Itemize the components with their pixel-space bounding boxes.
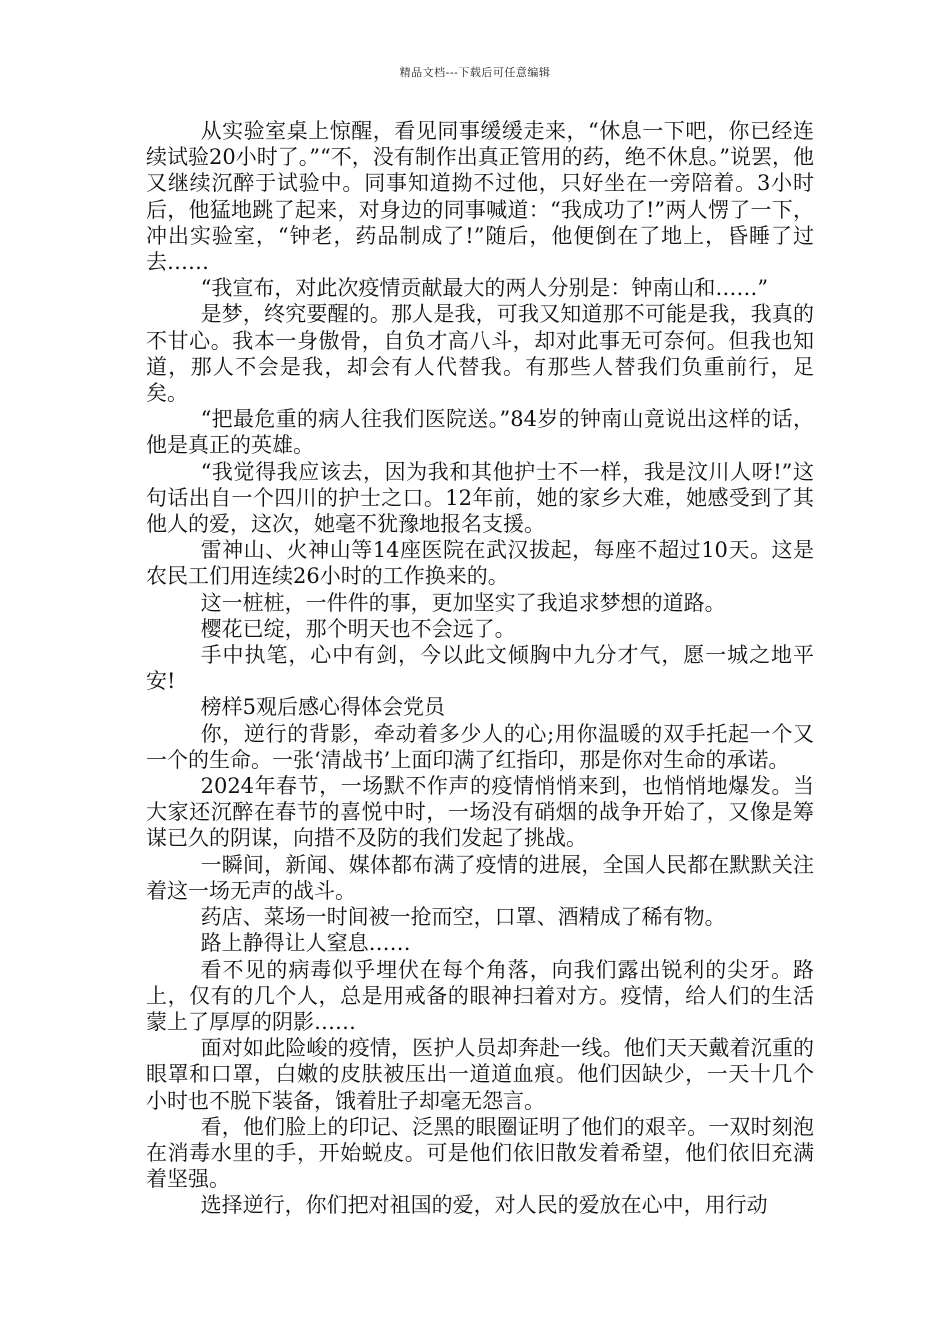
paragraph: 这一桩桩，一件件的事，更加坚实了我追求梦想的道路。 bbox=[200, 590, 726, 615]
paragraph: “我觉得我应该去，因为我和其他护士不一样，我是汶川人呀!”这句话出自一个四川的护士之口。12年前，她的家乡大难，她感受到了其他人的爱，这次，她毫不犹豫地报名支援。 bbox=[146, 459, 814, 537]
section-heading: 榜样5观后感心得体会党员 bbox=[200, 695, 445, 720]
paragraph: 从实验室桌上惊醒，看见同事缓缓走来，“休息一下吧，你已经连续试验20小时了。”“不，没有制作出真正管用的药，绝不休息。”说罢，他又继续沉醉于试验中。同事知道拗不过他，只好坐在一旁陪着。3小时后，他猛地跳了起来，对身边的同事喊道：“我成功了!”两人愣了一下，冲出实验室，“钟老，药品制成了!”随后，他便倒在了地上，昏睡了过去…… bbox=[146, 119, 814, 275]
paragraph: 路上静得让人窒息…… bbox=[200, 931, 411, 956]
paragraph: 药店、菜场一时间被一抢而空，口罩、酒精成了稀有物。 bbox=[200, 905, 726, 930]
paragraph: 雷神山、火神山等14座医院在武汉拔起，每座不超过10天。这是农民工们用连续26小时的工作换来的。 bbox=[146, 538, 814, 589]
paragraph: 樱花已绽，那个明天也不会远了。 bbox=[200, 616, 516, 641]
paragraph: 2024年春节，一场默不作声的疫情悄悄来到，也悄悄地爆发。当大家还沉醉在春节的喜悦中时，一场没有硝烟的战争开始了，又像是筹谋已久的阴谋，向措不及防的我们发起了挑战。 bbox=[146, 774, 814, 851]
paragraph: 你，逆行的背影，牵动着多少人的心;用你温暖的双手托起一个又一个的生命。一张‘清战书’上面印满了红指印，那是你对生命的承诺。 bbox=[146, 721, 814, 772]
page-header: 精品文档---下载后可任意编辑 bbox=[399, 66, 551, 79]
paragraph: 一瞬间，新闻、媒体都布满了疫情的进展，全国人民都在默默关注着这一场无声的战斗。 bbox=[146, 852, 814, 903]
paragraph: 选择逆行，你们把对祖国的爱，对人民的爱放在心中，用行动 bbox=[200, 1193, 768, 1218]
paragraph: 面对如此险峻的疫情，医护人员却奔赴一线。他们天天戴着沉重的眼罩和口罩，白嫩的皮肤被压出一道道血痕。他们因缺少，一天十几个小时也不脱下装备，饿着肚子却毫无怨言。 bbox=[146, 1036, 814, 1113]
paragraph: 手中执笔，心中有剑，今以此文倾胸中九分才气，愿一城之地平安! bbox=[146, 643, 814, 694]
paragraph: 看不见的病毒似乎埋伏在每个角落，向我们露出锐利的尖牙。路上，仅有的几个人，总是用戒备的眼神扫着对方。疫情，给人们的生活蒙上了厚厚的阴影…… bbox=[146, 957, 814, 1034]
paragraph: “我宣布，对此次疫情贡献最大的两人分别是：钟南山和……” bbox=[200, 276, 769, 301]
document-body bbox=[146, 118, 814, 1219]
paragraph: 是梦，终究要醒的。那人是我，可我又知道那不可能是我，我真的不甘心。我本一身傲骨，自负才高八斗，却对此事无可奈何。但我也知道，那人不会是我，却会有人代替我。有那些人替我们负重前行，足矣。 bbox=[146, 302, 814, 406]
paragraph: 看，他们脸上的印记、泛黑的眼圈证明了他们的艰辛。一双时刻泡在消毒水里的手，开始蜕皮。可是他们依旧散发着希望，他们依旧充满着坚强。 bbox=[146, 1114, 814, 1192]
paragraph: “把最危重的病人往我们医院送。”84岁的钟南山竟说出这样的话，他是真正的英雄。 bbox=[146, 407, 814, 458]
